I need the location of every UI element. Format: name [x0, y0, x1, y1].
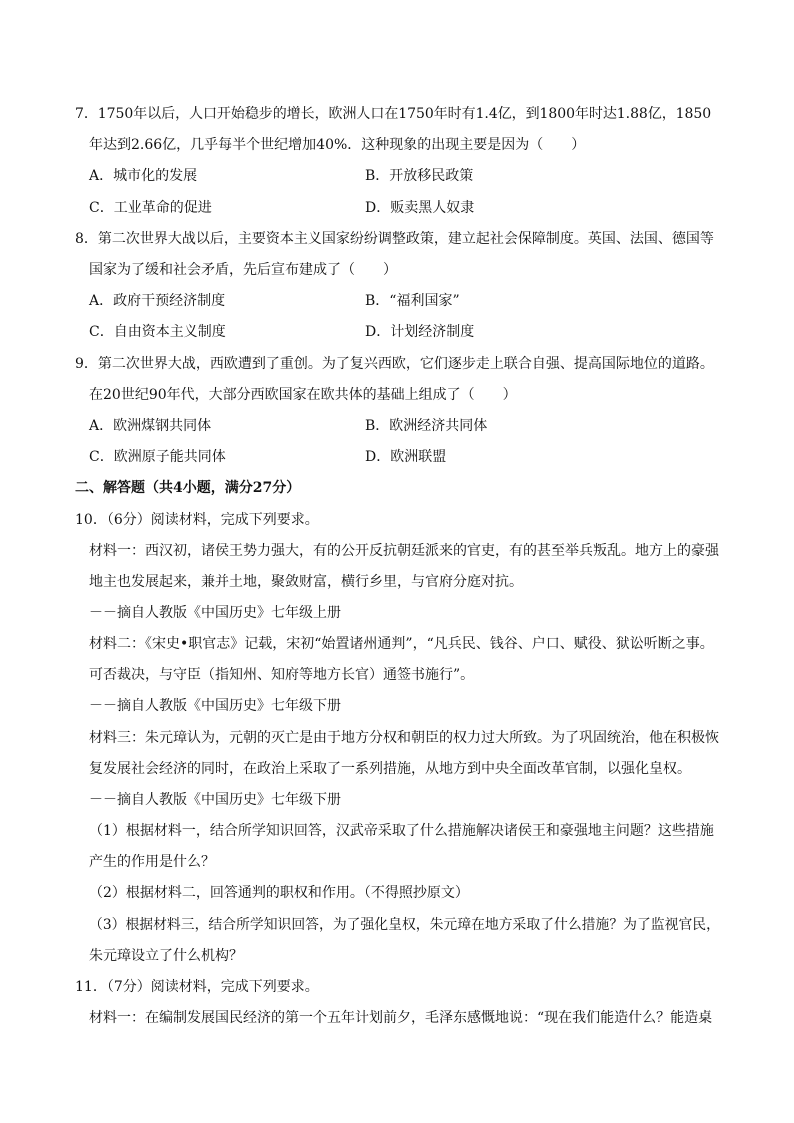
q10-material2-source: －－摘自人教版《中国历史》七年级下册	[89, 698, 341, 714]
q10-material2-line2: 可否裁决，与守臣（指知州、知府等地方长官）通签书施行”。	[89, 667, 475, 683]
q10-sub3-line2: 朱元璋设立了什么机构？	[89, 948, 243, 964]
q8-option-a[interactable]: A．政府干预经济制度	[89, 293, 226, 309]
q10-sub3-line1: （3）根据材料三，结合所学知识回答，为了强化皇权，朱元璋在地方采取了什么措施？为了监视官民，	[89, 917, 720, 933]
q10-sub1-line2: 产生的作用是什么？	[89, 854, 215, 870]
q7-stem-line1: 7．1750年以后，人口开始稳步的增长，欧洲人口在1750年时有1.4亿，到1800年时达1.88亿，1850	[75, 106, 712, 122]
q11-material1-line1: 材料一：在编制发展国民经济的第一个五年计划前夕，毛泽东感慨地说：“现在我们能造什么？能造桌	[89, 1010, 713, 1026]
q8-option-b[interactable]: B．“福利国家”	[365, 293, 460, 309]
q8-option-c[interactable]: C．自由资本主义制度	[89, 324, 226, 340]
q8-stem-line2: 国家为了缓和社会矛盾，先后宣布建成了（ ）	[89, 262, 397, 278]
q9-stem-line1: 9．第二次世界大战，西欧遭到了重创。为了复兴西欧，它们逐步走上联合自强、提高国际地位的道路。	[75, 356, 714, 372]
q7-stem-line2: 年达到2.66亿，几乎每半个世纪增加40%．这种现象的出现主要是因为（ ）	[89, 137, 586, 153]
q7-option-c[interactable]: C．工业革命的促进	[89, 200, 212, 216]
q9-option-b[interactable]: B．欧洲经济共同体	[365, 418, 488, 434]
q10-material1-line1: 材料一：西汉初，诸侯王势力强大，有的公开反抗朝廷派来的官吏，有的甚至举兵叛乱。地方上的豪强	[89, 543, 719, 559]
q9-stem-line2: 在20世纪90年代，大部分西欧国家在欧共体的基础上组成了（ ）	[89, 387, 517, 403]
q10-material3-line1: 材料三：朱元璋认为，元朝的灭亡是由于地方分权和朝臣的权力过大所致。为了巩固统治，他在积极恢	[89, 730, 719, 746]
q10-material3-line2: 复发展社会经济的同时，在政治上采取了一系列措施，从地方到中央全面改革官制，以强化皇权。	[89, 761, 691, 777]
q7-option-d[interactable]: D．贩卖黑人奴隶	[365, 200, 475, 216]
q9-option-a[interactable]: A．欧洲煤钢共同体	[89, 418, 212, 434]
q11-header: 11．（7分）阅读材料，完成下列要求。	[75, 979, 319, 995]
q9-option-d[interactable]: D．欧洲联盟	[365, 449, 447, 465]
q7-option-b[interactable]: B．开放移民政策	[365, 168, 474, 184]
q7-option-a[interactable]: A．城市化的发展	[89, 168, 198, 184]
section-heading: 二、解答题（共4小题，满分27分）	[75, 480, 301, 496]
q10-material1-source: －－摘自人教版《中国历史》七年级上册	[89, 605, 341, 621]
q10-material1-line2: 地主也发展起来，兼并土地，聚敛财富，横行乡里，与官府分庭对抗。	[89, 574, 523, 590]
q10-material2-line1: 材料二：《宋史•职官志》记载，宋初“始置诸州通判”，“凡兵民、钱谷、户口、赋役、狱讼听断之事。	[89, 636, 714, 652]
q10-sub2-line1: （2）根据材料二，回答通判的职权和作用。（不得照抄原文）	[89, 885, 469, 901]
q10-header: 10．（6分）阅读材料，完成下列要求。	[75, 512, 319, 528]
q8-stem-line1: 8．第二次世界大战以后，主要资本主义国家纷纷调整政策，建立起社会保障制度。英国、法国、德国等	[75, 231, 714, 247]
q9-option-c[interactable]: C．欧洲原子能共同体	[89, 449, 226, 465]
q8-option-d[interactable]: D．计划经济制度	[365, 324, 475, 340]
q10-material3-source: －－摘自人教版《中国历史》七年级下册	[89, 792, 341, 808]
q10-sub1-line1: （1）根据材料一，结合所学知识回答，汉武帝采取了什么措施解决诸侯王和豪强地主问题？这些措施	[89, 823, 714, 839]
